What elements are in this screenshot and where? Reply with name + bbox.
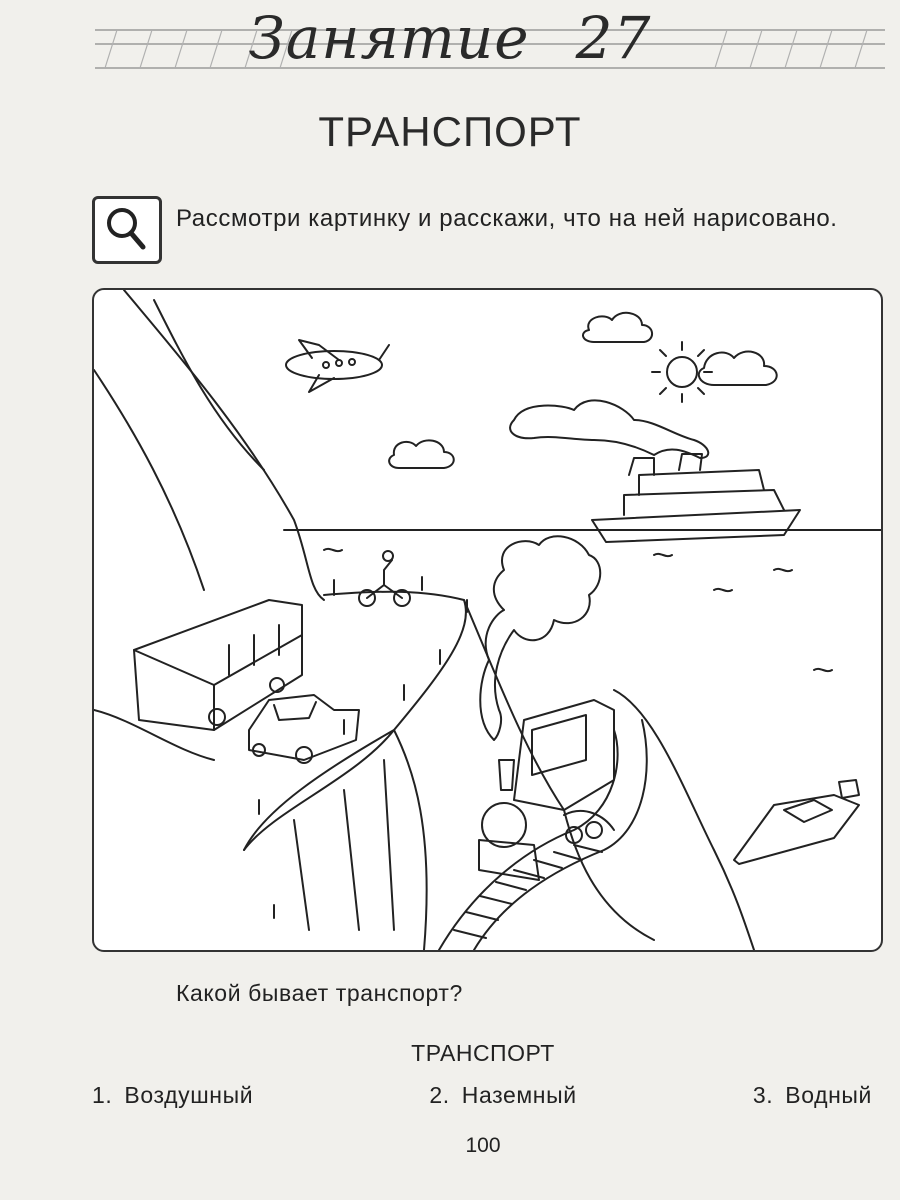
transport-type-water xyxy=(753,1082,872,1109)
transport-type-air xyxy=(92,1082,253,1109)
airplane xyxy=(286,340,389,392)
bicycle xyxy=(359,551,410,606)
car xyxy=(249,695,359,763)
railway xyxy=(439,720,647,950)
magnifier-icon xyxy=(95,199,159,261)
cloud xyxy=(389,440,454,468)
motorboat xyxy=(734,780,859,864)
lesson-number: 27 xyxy=(575,4,652,72)
task-instruction: Рассмотри картинку и расскажи, что на ней нарисовано. xyxy=(176,205,838,232)
cloud xyxy=(699,352,777,385)
task-icon-box xyxy=(92,196,162,264)
ship xyxy=(510,400,800,542)
type-label: Воздушный xyxy=(124,1082,254,1108)
cloud xyxy=(583,313,652,342)
question-text: Какой бывает транспорт? xyxy=(176,980,463,1006)
type-number: 2. xyxy=(429,1082,450,1108)
page-title: ТРАНСПОРТ xyxy=(318,108,582,155)
water-ripples xyxy=(324,549,832,671)
classification-heading: ТРАНСПОРТ xyxy=(411,1040,555,1066)
transport-illustration xyxy=(92,288,883,952)
page-number: 100 xyxy=(465,1134,501,1157)
mountain xyxy=(94,290,324,600)
sun xyxy=(652,342,712,402)
type-number: 1. xyxy=(92,1082,113,1108)
transport-types xyxy=(92,1082,872,1109)
lesson-word: Занятие xyxy=(248,4,530,72)
transport-type-ground xyxy=(429,1082,576,1109)
type-label: Наземный xyxy=(461,1082,577,1108)
smoke xyxy=(480,536,600,740)
type-label: Водный xyxy=(785,1082,872,1108)
type-number: 3. xyxy=(752,1082,774,1108)
lesson-heading xyxy=(0,4,900,72)
